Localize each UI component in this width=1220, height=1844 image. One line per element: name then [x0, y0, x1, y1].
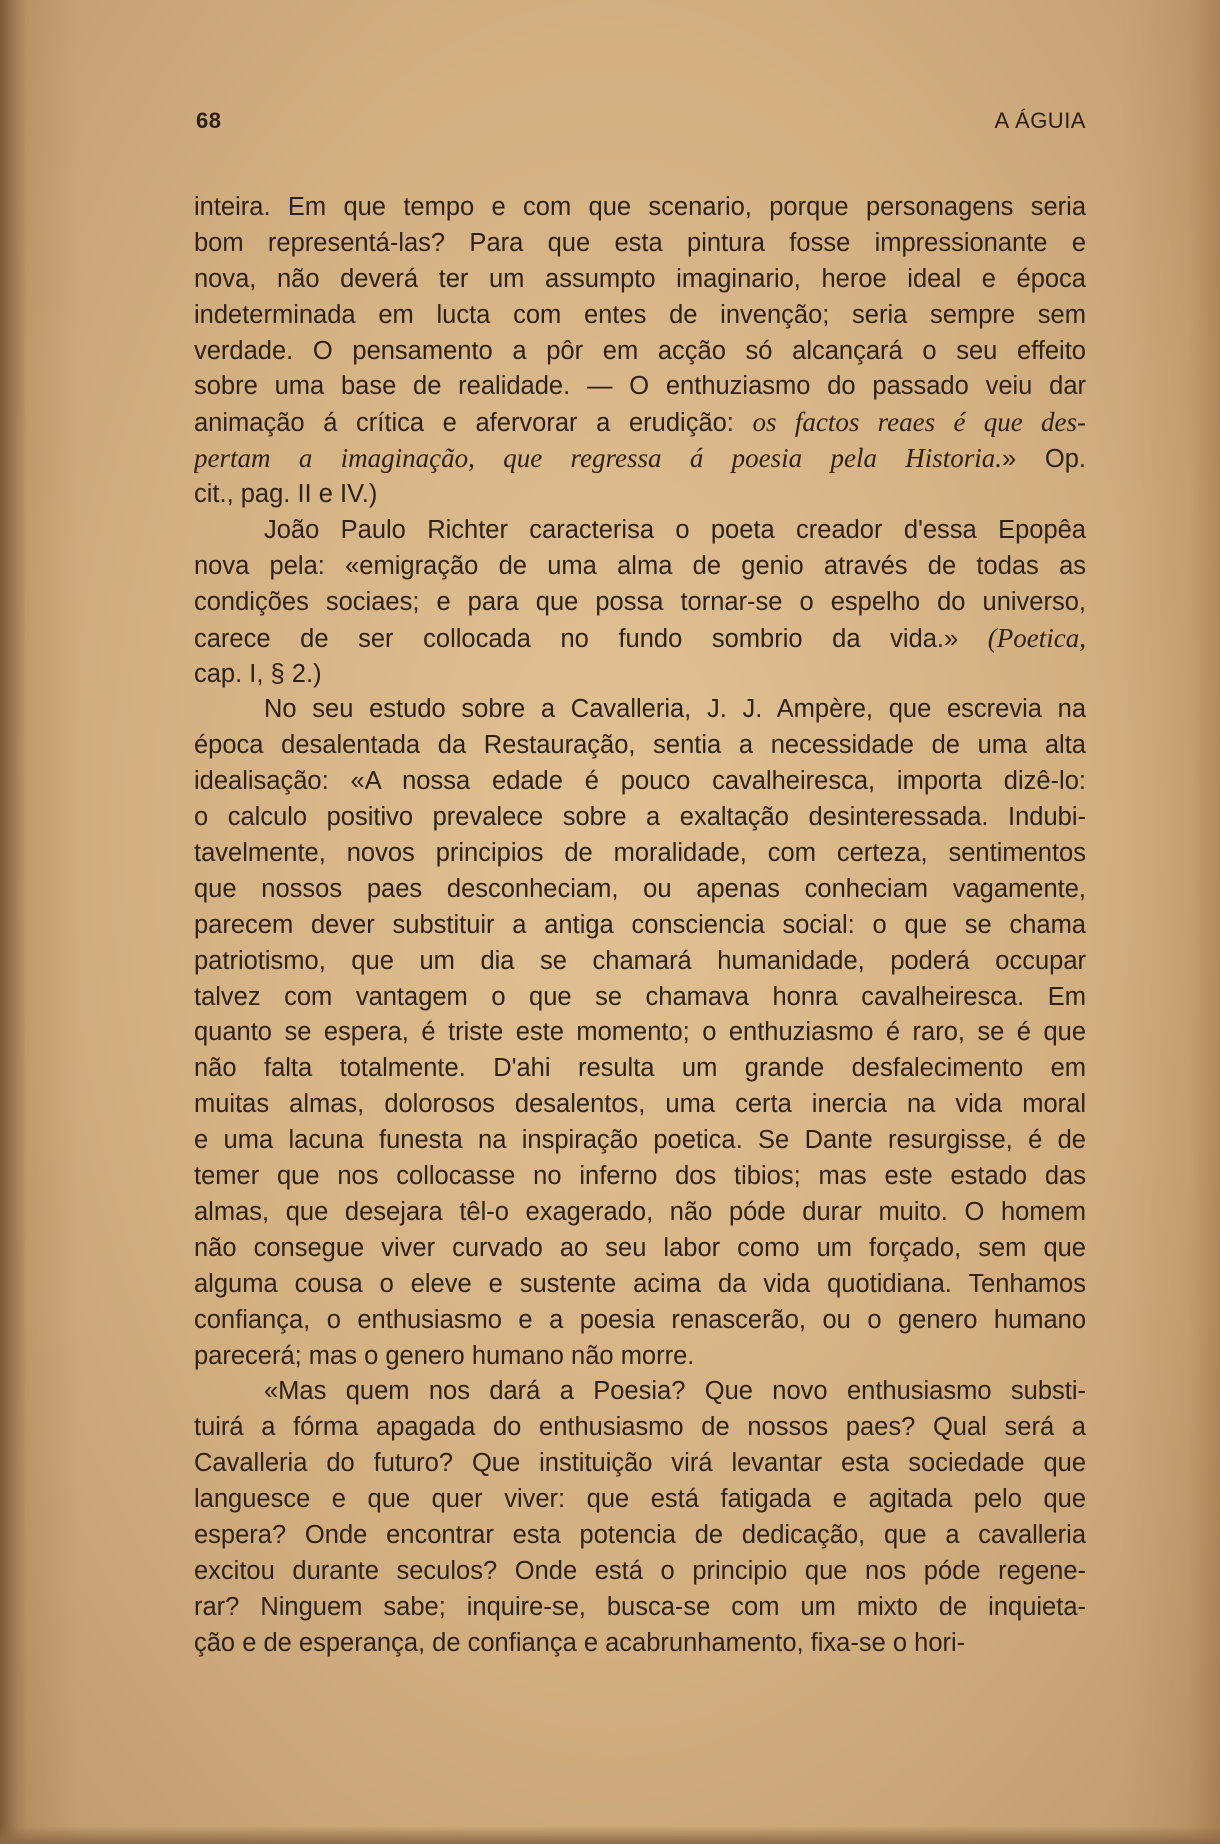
text-line: [194, 800, 1086, 836]
text-line: [194, 1015, 1086, 1051]
text-segment: languesce e que quer viver: que está fatigada e agitada pelo que: [194, 1485, 1086, 1514]
text-line: [194, 1374, 1086, 1410]
text-segment: quanto se espera, é triste este momento; o enthuziasmo é raro, se é que: [194, 1018, 1086, 1047]
text-segment: » Op.: [1002, 445, 1086, 474]
text-segment: nova, não deverá ter um assumpto imaginario, heroe ideal e época: [194, 264, 1086, 293]
text-line: [194, 585, 1086, 621]
text-line: [194, 1303, 1086, 1339]
italic-text-segment: pertam a imaginação, que regressa á poesia pela Historia.: [194, 443, 1003, 474]
text-line: [194, 980, 1086, 1016]
text-segment: condições sociaes; e para que possa tornar-se o espelho do universo,: [194, 587, 1086, 616]
text-segment: indeterminada em lucta com entes de invenção; seria sempre sem: [194, 300, 1086, 329]
text-line: [194, 1626, 1086, 1662]
text-line: [194, 1518, 1086, 1554]
text-line: [194, 262, 1086, 298]
text-segment: inteira. Em que tempo e com que scenario, porque personagens seria: [194, 193, 1086, 221]
page-bottom-edge: [0, 1826, 1220, 1844]
text-segment: almas, que desejara têl-o exagerado, não póde durar muito. O homem: [194, 1197, 1086, 1226]
text-segment: não consegue viver curvado ao seu labor como um forçado, sem que: [194, 1233, 1086, 1262]
text-segment: época desalentada da Restauração, sentia a necessidade de uma alta: [194, 731, 1086, 760]
text-segment: o calculo positivo prevalece sobre a exaltação desinteressada. Indubi-: [194, 803, 1086, 832]
text-line: [194, 1267, 1086, 1303]
text-line: [194, 764, 1086, 800]
text-line: [194, 441, 1086, 477]
text-segment: bom representá-las? Para que esta pintura fosse impressionante e: [194, 228, 1086, 257]
text-line: [194, 836, 1086, 872]
text-line: [194, 1159, 1086, 1195]
text-line: [194, 728, 1086, 764]
text-segment: parecerá; mas o genero humano não morre.: [194, 1341, 695, 1370]
text-segment: cap. I, § 2.): [194, 659, 322, 688]
text-segment: temer que nos collocasse no inferno dos tibios; mas este estado das: [194, 1162, 1086, 1191]
text-line: [194, 477, 1086, 513]
page-binding-edge: [0, 0, 26, 1844]
text-line: [194, 1482, 1086, 1518]
text-segment: e uma lacuna funesta na inspiração poetica. Se Dante resurgisse, é de: [194, 1126, 1086, 1155]
text-line: [194, 1410, 1086, 1446]
text-line: [194, 1446, 1086, 1482]
text-segment: tuirá a fórma apagada do enthusiasmo de nossos paes? Qual será a: [194, 1413, 1086, 1442]
text-line: [194, 692, 1086, 728]
text-segment: animação á crítica e afervorar a erudição:: [194, 409, 753, 438]
text-line: [194, 1087, 1086, 1123]
text-line: [194, 1231, 1086, 1267]
text-line: [194, 657, 1086, 693]
text-line: [194, 1339, 1086, 1375]
text-line: [194, 226, 1086, 262]
text-line: [194, 908, 1086, 944]
text-line: [194, 513, 1086, 549]
text-segment: «Mas quem nos dará a Poesia? Que novo enthusiasmo substi-: [264, 1377, 1086, 1406]
text-line: [194, 190, 1086, 226]
text-segment: excitou durante seculos? Onde está o principio que nos póde regene-: [194, 1556, 1086, 1585]
text-line: [194, 1195, 1086, 1231]
text-segment: Cavalleria do futuro? Que instituição virá levantar esta sociedade que: [194, 1449, 1086, 1478]
text-segment: idealisação: «A nossa edade é pouco cavalheiresca, importa dizê-lo:: [194, 767, 1086, 796]
text-line: [194, 369, 1086, 405]
text-line: [194, 1554, 1086, 1590]
text-line: [194, 944, 1086, 980]
text-segment: patriotismo, que um dia se chamará humanidade, poderá occupar: [194, 946, 1086, 975]
text-line: [194, 872, 1086, 908]
text-segment: rar? Ninguem sabe; inquire-se, busca-se com um mixto de inquieta-: [194, 1592, 1086, 1621]
text-segment: muitas almas, dolorosos desalentos, uma certa inercia na vida moral: [194, 1090, 1086, 1119]
text-segment: sobre uma base de realidade. — O enthuziasmo do passado veiu dar: [194, 372, 1086, 401]
text-line: [194, 549, 1086, 585]
text-segment: carece de ser collocada no fundo sombrio da vida.»: [194, 624, 988, 653]
text-segment: cit., pag. II e IV.): [194, 480, 378, 509]
running-title: A ÁGUIA: [994, 108, 1086, 133]
page-header: [194, 108, 1086, 138]
italic-text-segment: os factos reaes é que des-: [752, 407, 1086, 438]
text-segment: confiança, o enthusiasmo e a poesia renascerão, ou o genero humano: [194, 1305, 1086, 1334]
text-line: [194, 1123, 1086, 1159]
page-number: 68: [196, 108, 222, 133]
text-segment: que nossos paes desconheciam, ou apenas conheciam vagamente,: [194, 874, 1086, 903]
text-segment: verdade. O pensamento a pôr em acção só alcançará o seu effeito: [194, 336, 1086, 365]
text-line: [194, 405, 1086, 441]
italic-text-segment: (Poetica,: [987, 622, 1086, 653]
text-segment: tavelmente, novos principios de moralidade, com certeza, sentimentos: [194, 839, 1086, 868]
text-line: [194, 298, 1086, 334]
text-segment: João Paulo Richter caracterisa o poeta creador d'essa Epopêa: [264, 516, 1086, 545]
text-segment: No seu estudo sobre a Cavalleria, J. J. Ampère, que escrevia na: [264, 695, 1086, 724]
text-line: [194, 1051, 1086, 1087]
text-line: [194, 1590, 1086, 1626]
text-segment: parecem dever substituir a antiga consciencia social: o que se chama: [194, 910, 1086, 939]
text-segment: nova pela: «emigração de uma alma de genio através de todas as: [194, 551, 1086, 580]
text-segment: ção e de esperança, de confiança e acabrunhamento, fixa-se o hori-: [194, 1628, 966, 1657]
body-text: [194, 190, 1086, 1662]
text-segment: espera? Onde encontrar esta potencia de dedicação, que a cavalleria: [194, 1520, 1086, 1549]
text-segment: não falta totalmente. D'ahi resulta um grande desfalecimento em: [194, 1054, 1086, 1083]
text-segment: alguma cousa o eleve e sustente acima da vida quotidiana. Tenhamos: [194, 1269, 1086, 1298]
text-segment: talvez com vantagem o que se chamava honra cavalheiresca. Em: [194, 982, 1086, 1011]
text-line: [194, 334, 1086, 370]
text-line: [194, 621, 1086, 657]
